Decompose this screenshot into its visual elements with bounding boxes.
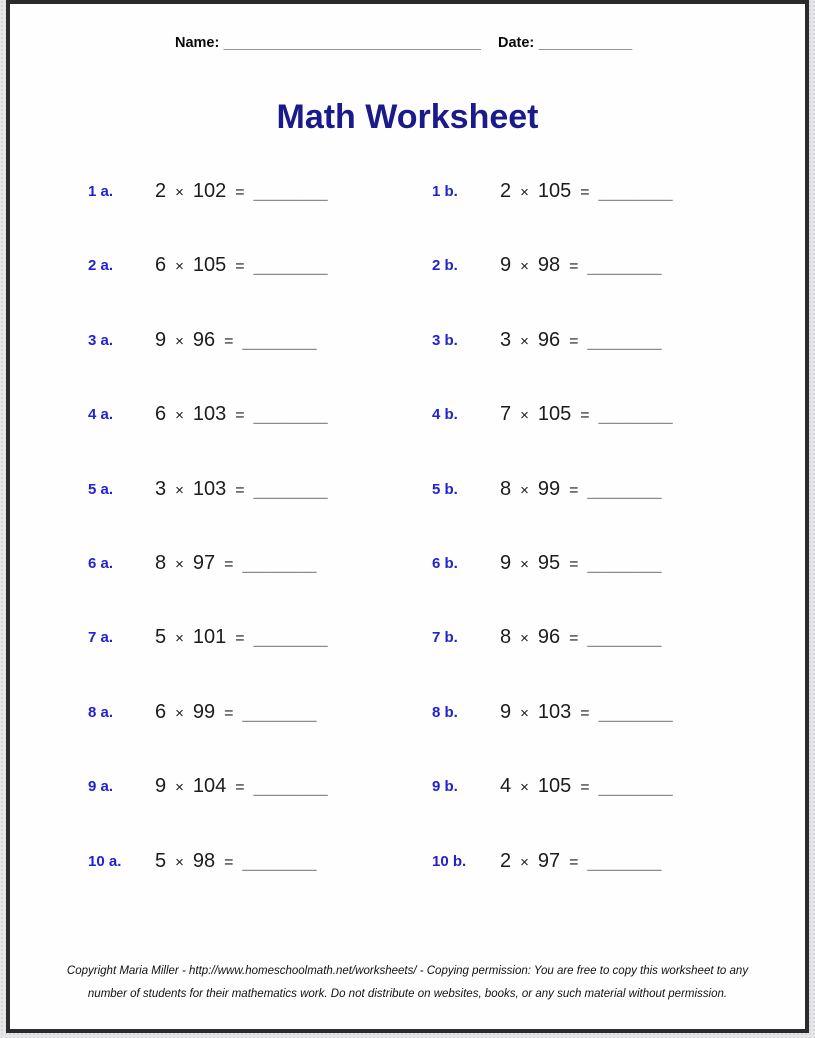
problem-row bbox=[10, 180, 805, 212]
equals-sign: = bbox=[580, 184, 590, 201]
problem-row bbox=[10, 403, 805, 435]
factor-1: 5 bbox=[155, 626, 167, 649]
problem-row bbox=[10, 478, 805, 510]
equals-sign: = bbox=[235, 184, 245, 201]
answer-blank: _______ bbox=[253, 627, 328, 649]
answer-blank: _______ bbox=[253, 255, 328, 277]
answer-blank: _______ bbox=[587, 329, 662, 351]
times-sign: × bbox=[175, 630, 184, 648]
answer-blank: _______ bbox=[242, 329, 317, 351]
problem-row bbox=[10, 701, 805, 733]
date-line bbox=[498, 34, 632, 52]
problem-row bbox=[10, 552, 805, 584]
name-line bbox=[175, 34, 481, 52]
factor-1: 3 bbox=[500, 328, 512, 351]
factor-2: 96 bbox=[192, 328, 216, 351]
equals-sign: = bbox=[235, 258, 245, 276]
problem-label-a: 3 a. bbox=[88, 331, 114, 349]
equals-sign: = bbox=[569, 630, 579, 648]
problem-label-a: 9 a. bbox=[88, 778, 114, 796]
factor-2: 97 bbox=[537, 849, 561, 872]
problem-expression-b bbox=[500, 254, 661, 277]
times-sign: × bbox=[175, 556, 184, 573]
times-sign: × bbox=[175, 481, 184, 499]
problem-expression-a bbox=[155, 478, 328, 501]
equals-sign: = bbox=[235, 481, 245, 499]
factor-1: 4 bbox=[500, 775, 512, 798]
equals-sign: = bbox=[235, 779, 245, 797]
times-sign: × bbox=[175, 779, 184, 797]
equals-sign: = bbox=[569, 258, 579, 276]
problem-expression-a bbox=[155, 775, 328, 798]
times-sign: × bbox=[520, 332, 529, 350]
times-sign: × bbox=[520, 407, 529, 425]
factor-2: 103 bbox=[192, 403, 227, 426]
factor-2: 98 bbox=[192, 849, 216, 872]
problem-row bbox=[10, 775, 805, 807]
problem-expression-a bbox=[155, 626, 328, 649]
answer-blank: _______ bbox=[253, 478, 328, 500]
times-sign: × bbox=[520, 704, 529, 722]
equals-sign: = bbox=[224, 556, 234, 573]
equals-sign: = bbox=[580, 779, 590, 797]
equals-sign: = bbox=[224, 704, 234, 722]
times-sign: × bbox=[520, 630, 529, 648]
factor-1: 6 bbox=[155, 700, 167, 723]
times-sign: × bbox=[520, 258, 529, 276]
problem-label-b: 4 b. bbox=[432, 406, 458, 424]
problem-label-a: 8 a. bbox=[88, 703, 114, 721]
equals-sign: = bbox=[235, 630, 245, 648]
factor-1: 3 bbox=[155, 477, 167, 500]
problem-expression-b bbox=[500, 478, 661, 501]
equals-sign: = bbox=[569, 853, 579, 871]
times-sign: × bbox=[520, 481, 529, 499]
factor-2: 99 bbox=[192, 700, 216, 723]
factor-2: 96 bbox=[537, 626, 561, 649]
equals-sign: = bbox=[580, 704, 590, 722]
problem-label-b: 2 b. bbox=[432, 257, 458, 275]
problem-row bbox=[10, 850, 805, 882]
times-sign: × bbox=[520, 184, 529, 201]
problem-expression-b bbox=[500, 626, 661, 649]
copyright-footer bbox=[10, 960, 805, 1005]
equals-sign: = bbox=[569, 332, 579, 350]
problem-label-b: 6 b. bbox=[432, 555, 458, 572]
factor-2: 96 bbox=[537, 328, 561, 351]
times-sign: × bbox=[175, 704, 184, 722]
answer-blank: _______ bbox=[598, 701, 673, 723]
problem-row bbox=[10, 329, 805, 361]
date-label: Date: bbox=[498, 35, 535, 51]
answer-blank: _______ bbox=[587, 627, 662, 649]
answer-blank: _______ bbox=[253, 181, 328, 202]
factor-1: 9 bbox=[155, 328, 167, 351]
factor-1: 2 bbox=[155, 180, 167, 202]
factor-2: 98 bbox=[537, 254, 561, 277]
factor-2: 102 bbox=[192, 180, 227, 202]
answer-blank: _______ bbox=[242, 553, 317, 574]
factor-1: 6 bbox=[155, 254, 167, 277]
times-sign: × bbox=[175, 853, 184, 871]
problem-label-a: 2 a. bbox=[88, 257, 114, 275]
problem-expression-a bbox=[155, 701, 316, 724]
factor-2: 101 bbox=[192, 626, 227, 649]
page-title: Math Worksheet bbox=[276, 98, 539, 136]
problem-expression-b bbox=[500, 180, 673, 203]
times-sign: × bbox=[175, 184, 184, 201]
problem-label-b: 5 b. bbox=[432, 480, 458, 498]
factor-1: 9 bbox=[155, 775, 167, 798]
answer-blank: _______ bbox=[242, 701, 317, 723]
answer-blank: _______ bbox=[587, 255, 662, 277]
factor-2: 105 bbox=[537, 775, 572, 798]
problem-label-b: 9 b. bbox=[432, 778, 458, 796]
problem-expression-b bbox=[500, 775, 673, 798]
footer-line-2: number of students for their mathematics work. Do not distribute on websites, books, or any such material without permission. bbox=[87, 987, 728, 1000]
answer-blank: _______ bbox=[587, 850, 662, 872]
times-sign: × bbox=[520, 779, 529, 797]
answer-blank: _______ bbox=[242, 850, 317, 872]
problem-label-b: 10 b. bbox=[432, 852, 467, 870]
problem-row bbox=[10, 254, 805, 286]
equals-sign: = bbox=[580, 407, 590, 425]
problem-expression-b bbox=[500, 403, 673, 426]
answer-blank: _______ bbox=[587, 478, 662, 500]
answer-blank: _______ bbox=[598, 776, 673, 798]
footer-line-1: Copyright Maria Miller - http://www.homeschoolmath.net/worksheets/ - Copying permission: You are free to copy this worksheet to any bbox=[66, 965, 749, 978]
problem-expression-b bbox=[500, 552, 661, 575]
equals-sign: = bbox=[569, 481, 579, 499]
answer-blank: _______ bbox=[598, 404, 673, 426]
factor-2: 103 bbox=[537, 700, 572, 723]
factor-1: 9 bbox=[500, 552, 512, 574]
problem-expression-a bbox=[155, 254, 328, 277]
equals-sign: = bbox=[224, 332, 234, 350]
problem-label-a: 4 a. bbox=[88, 406, 114, 424]
factor-2: 104 bbox=[192, 775, 227, 798]
problem-expression-b bbox=[500, 329, 661, 352]
worksheet-page bbox=[6, 0, 809, 1033]
problem-expression-b bbox=[500, 701, 673, 724]
answer-blank: _______ bbox=[253, 404, 328, 426]
factor-1: 8 bbox=[500, 626, 512, 649]
problem-expression-b bbox=[500, 850, 661, 873]
equals-sign: = bbox=[235, 407, 245, 425]
date-blank-line: ____________ bbox=[538, 34, 633, 50]
problem-label-b: 1 b. bbox=[432, 183, 458, 200]
answer-blank: _______ bbox=[587, 553, 662, 574]
answer-blank: _______ bbox=[598, 181, 673, 202]
name-label: Name: bbox=[175, 35, 220, 51]
problem-expression-a bbox=[155, 850, 316, 873]
equals-sign: = bbox=[224, 853, 234, 871]
problem-label-a: 7 a. bbox=[88, 629, 114, 647]
problem-label-a: 10 a. bbox=[88, 852, 122, 870]
problem-expression-a bbox=[155, 180, 328, 203]
name-blank-line: _________________________________ bbox=[223, 34, 481, 50]
factor-1: 9 bbox=[500, 700, 512, 723]
times-sign: × bbox=[520, 556, 529, 573]
problem-label-b: 7 b. bbox=[432, 629, 458, 647]
problem-label-a: 1 a. bbox=[88, 183, 114, 200]
equals-sign: = bbox=[569, 556, 579, 573]
answer-blank: _______ bbox=[253, 776, 328, 798]
times-sign: × bbox=[520, 853, 529, 871]
factor-2: 97 bbox=[192, 552, 216, 574]
factor-2: 103 bbox=[192, 477, 227, 500]
factor-2: 95 bbox=[537, 552, 561, 574]
factor-2: 105 bbox=[537, 180, 572, 202]
times-sign: × bbox=[175, 332, 184, 350]
times-sign: × bbox=[175, 258, 184, 276]
factor-2: 99 bbox=[537, 477, 561, 500]
problem-label-b: 3 b. bbox=[432, 331, 458, 349]
problem-expression-a bbox=[155, 552, 316, 575]
problem-label-a: 5 a. bbox=[88, 480, 114, 498]
factor-1: 9 bbox=[500, 254, 512, 277]
problem-expression-a bbox=[155, 329, 316, 352]
problem-label-a: 6 a. bbox=[88, 555, 114, 572]
factor-1: 5 bbox=[155, 849, 167, 872]
times-sign: × bbox=[175, 407, 184, 425]
factor-1: 8 bbox=[500, 477, 512, 500]
factor-2: 105 bbox=[192, 254, 227, 277]
problem-label-b: 8 b. bbox=[432, 703, 458, 721]
factor-2: 105 bbox=[537, 403, 572, 426]
factor-1: 6 bbox=[155, 403, 167, 426]
factor-1: 8 bbox=[155, 552, 167, 574]
factor-1: 2 bbox=[500, 849, 512, 872]
factor-1: 2 bbox=[500, 180, 512, 202]
problem-row bbox=[10, 626, 805, 658]
factor-1: 7 bbox=[500, 403, 512, 426]
problem-expression-a bbox=[155, 403, 328, 426]
